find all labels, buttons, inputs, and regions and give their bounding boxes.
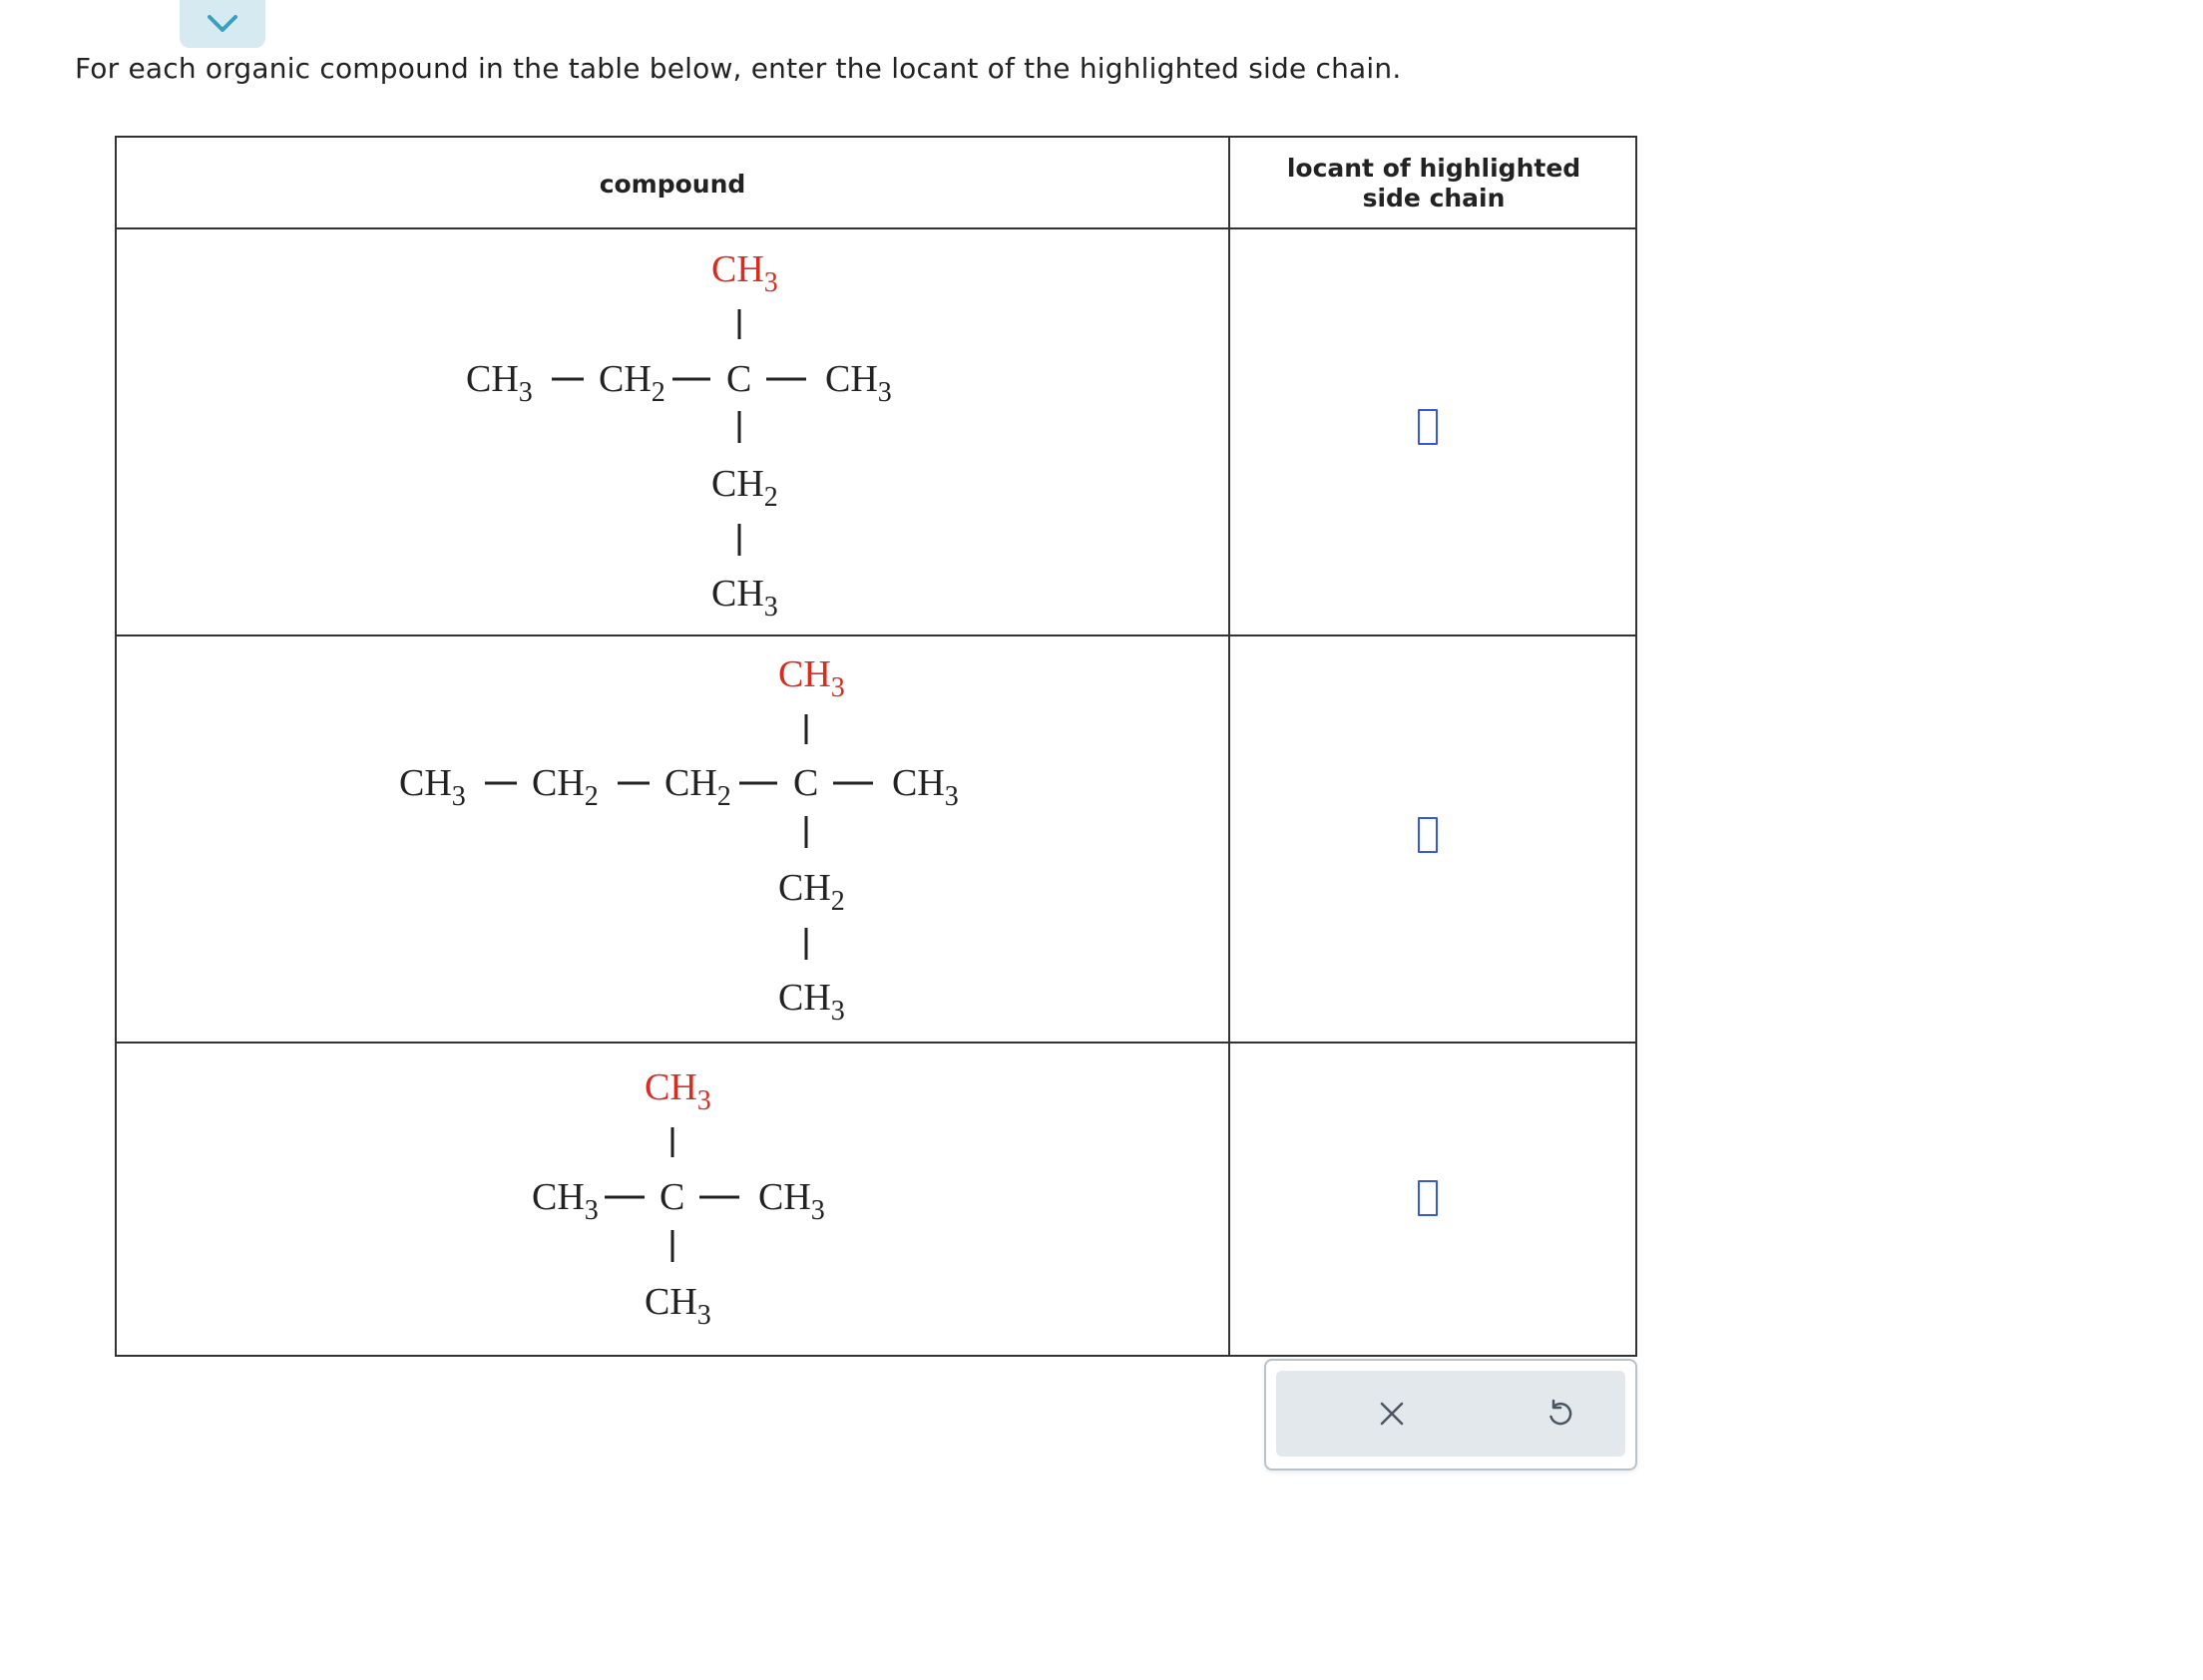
column-divider <box>1228 138 1230 1355</box>
main-chain-group: $CH_2$ <box>599 358 665 408</box>
main-chain-group: $CH_3$ <box>399 762 466 812</box>
quaternary-carbon: C <box>726 358 752 400</box>
lower-chain-group: $CH_3$ <box>778 977 845 1027</box>
chevron-down-icon <box>206 13 239 35</box>
lower-chain-group: $CH_3$ <box>711 573 778 623</box>
main-chain-group: $CH_2$ <box>532 762 599 812</box>
clear-button[interactable] <box>1352 1371 1432 1457</box>
row-divider <box>117 634 1635 636</box>
main-chain-group: $CH_3$ <box>758 1176 825 1226</box>
highlighted-side-chain: $CH_3$ <box>778 653 845 703</box>
close-icon <box>1378 1400 1406 1428</box>
undo-icon <box>1544 1398 1576 1430</box>
highlighted-side-chain: $CH_3$ <box>711 248 778 298</box>
lower-chain-group: $CH_2$ <box>711 463 778 513</box>
header-compound: compound <box>599 170 746 199</box>
lower-chain-group: $CH_2$ <box>778 867 845 917</box>
instruction-text: For each organic compound in the table below, enter the locant of the highlighted side chain. <box>75 52 1402 85</box>
quaternary-carbon: C <box>660 1176 685 1218</box>
locant-input-1[interactable] <box>1418 409 1438 445</box>
main-chain-group: $CH_2$ <box>664 762 731 812</box>
highlighted-side-chain: $CH_3$ <box>645 1066 711 1116</box>
quaternary-carbon: C <box>793 762 819 804</box>
locant-input-3[interactable] <box>1418 1180 1438 1216</box>
undo-button[interactable] <box>1521 1371 1600 1457</box>
main-chain-group: $CH_3$ <box>825 358 892 408</box>
toolbar-panel <box>1276 1371 1625 1457</box>
collapse-toggle[interactable] <box>180 0 265 48</box>
main-chain-group: $CH_3$ <box>892 762 959 812</box>
compound-table <box>115 136 1637 1357</box>
main-chain-group: $CH_3$ <box>466 358 533 408</box>
answer-toolbar <box>1264 1359 1637 1470</box>
lower-chain-group: $CH_3$ <box>645 1281 711 1331</box>
locant-input-2[interactable] <box>1418 817 1438 853</box>
main-chain-group: $CH_3$ <box>532 1176 599 1226</box>
header-locant: locant of highlighted side chain <box>1286 154 1581 212</box>
row-divider <box>117 1042 1635 1044</box>
row-divider <box>117 227 1635 229</box>
